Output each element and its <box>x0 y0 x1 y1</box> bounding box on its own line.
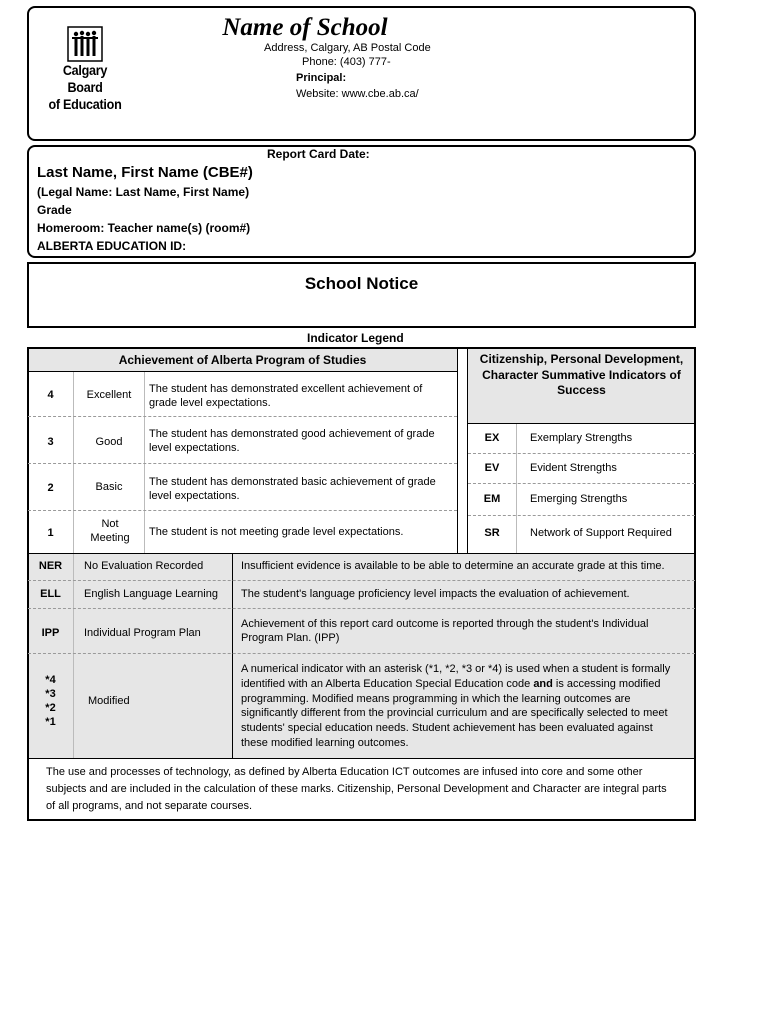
achievement-code: 3 <box>47 436 54 448</box>
row-separator <box>28 653 695 654</box>
achievement-description: The student has demonstrated basic achievement of grade level expectations. <box>149 476 436 502</box>
divider <box>28 553 695 554</box>
other-description: The student's language proficiency level impacts the evaluation of achievement. <box>241 588 630 600</box>
modified-desc-emphasis: and <box>533 677 553 690</box>
achievement-header: Achievement of Alberta Program of Studies <box>118 353 367 367</box>
logo-text-line-2: of Education <box>48 96 122 112</box>
citizenship-header: Citizenship, Personal Development, Character Summative Indicators of Success <box>479 352 684 397</box>
cbe-logo <box>40 26 130 112</box>
achievement-label: Good <box>95 436 123 448</box>
student-grade: Grade <box>37 203 72 217</box>
school-principal: Principal: <box>296 72 347 84</box>
achievement-code: 4 <box>47 389 54 401</box>
modified-desc-part: is accessing modified programming. Modified means programming in which the learning outcomes are significantly different from the provincial curriculum and are specifically selected to meet students' special education needs. Student achievement has been evaluated against these modified learning outcomes. <box>241 677 668 749</box>
row-separator <box>468 483 695 484</box>
citizenship-code: EX <box>484 432 500 444</box>
divider <box>468 423 695 424</box>
divider <box>144 371 145 553</box>
achievement-code: 1 <box>47 527 54 539</box>
school-website: Website: www.cbe.ab.ca/ <box>296 88 419 100</box>
school-notice-box <box>27 262 696 328</box>
achievement-description: The student is not meeting grade level expectations. <box>149 526 404 538</box>
other-code: ELL <box>40 588 61 600</box>
student-name: Last Name, First Name (CBE#) <box>37 164 253 181</box>
school-phone: Phone: (403) 777- <box>302 56 391 68</box>
modified-desc-part: A numerical indicator with an asterisk (*1, *2, *3 or *4) is used when a student is formally identified with an Alberta Education Special Education code <box>241 663 671 690</box>
cbe-figures-logo-icon <box>67 26 103 62</box>
school-name: Name of School <box>222 14 388 41</box>
other-code: NER <box>38 560 63 572</box>
citizenship-code: SR <box>484 527 500 539</box>
logo-text-line-1: Calgary Board <box>62 62 108 95</box>
citizenship-label: Exemplary Strengths <box>530 432 633 444</box>
divider <box>516 423 517 553</box>
citizenship-label: Evident Strengths <box>530 462 617 474</box>
student-legal-name: (Legal Name: Last Name, First Name) <box>37 185 250 199</box>
citizenship-label: Network of Support Required <box>530 527 672 539</box>
citizenship-code: EV <box>484 462 500 474</box>
row-separator <box>28 416 457 417</box>
divider <box>73 553 74 758</box>
footer-note: The use and processes of technology, as defined by Alberta Education ICT outcomes are infused into core and some other subjects and are included in the calculation of these marks. Citizenship, Personal Development and Character are integral parts of all programs, and not separate courses. <box>46 766 667 812</box>
alberta-education-id: ALBERTA EDUCATION ID: <box>37 239 187 253</box>
achievement-label: Basic <box>95 481 123 493</box>
school-address: Address, Calgary, AB Postal Code <box>264 42 431 54</box>
other-description <box>241 662 681 751</box>
other-label: Modified <box>88 695 130 707</box>
divider <box>467 348 468 553</box>
divider <box>28 371 457 372</box>
other-code: IPP <box>41 627 60 639</box>
achievement-description: The student has demonstrated good achievement of grade level expectations. <box>149 428 435 454</box>
other-description: Achievement of this report card outcome is reported through the student's Individual Program Plan. (IPP) <box>241 618 649 644</box>
row-separator <box>468 515 695 516</box>
achievement-label: Not Meeting <box>90 518 130 544</box>
indicator-legend-title: Indicator Legend <box>307 331 404 345</box>
achievement-code: 2 <box>47 482 54 494</box>
school-notice-title: School Notice <box>304 274 419 293</box>
other-description: Insufficient evidence is available to be able to determine an accurate grade at this time. <box>241 560 665 572</box>
report-card-date: Report Card Date: <box>267 147 370 161</box>
student-homeroom: Homeroom: Teacher name(s) (room#) <box>37 221 251 235</box>
row-separator <box>28 580 695 581</box>
divider <box>457 348 458 553</box>
row-separator <box>28 463 457 464</box>
row-separator <box>28 608 695 609</box>
divider <box>28 758 695 759</box>
row-separator <box>468 453 695 454</box>
other-label: No Evaluation Recorded <box>84 560 204 572</box>
citizenship-label: Emerging Strengths <box>530 493 628 505</box>
divider <box>232 553 233 758</box>
achievement-label: Excellent <box>86 389 132 401</box>
citizenship-code: EM <box>483 493 501 505</box>
achievement-description: The student has demonstrated excellent achievement of grade level expectations. <box>149 383 423 409</box>
other-code: *4 *3 *2 *1 <box>45 674 56 728</box>
other-label: English Language Learning <box>84 588 218 600</box>
other-label: Individual Program Plan <box>84 627 201 639</box>
row-separator <box>28 510 457 511</box>
